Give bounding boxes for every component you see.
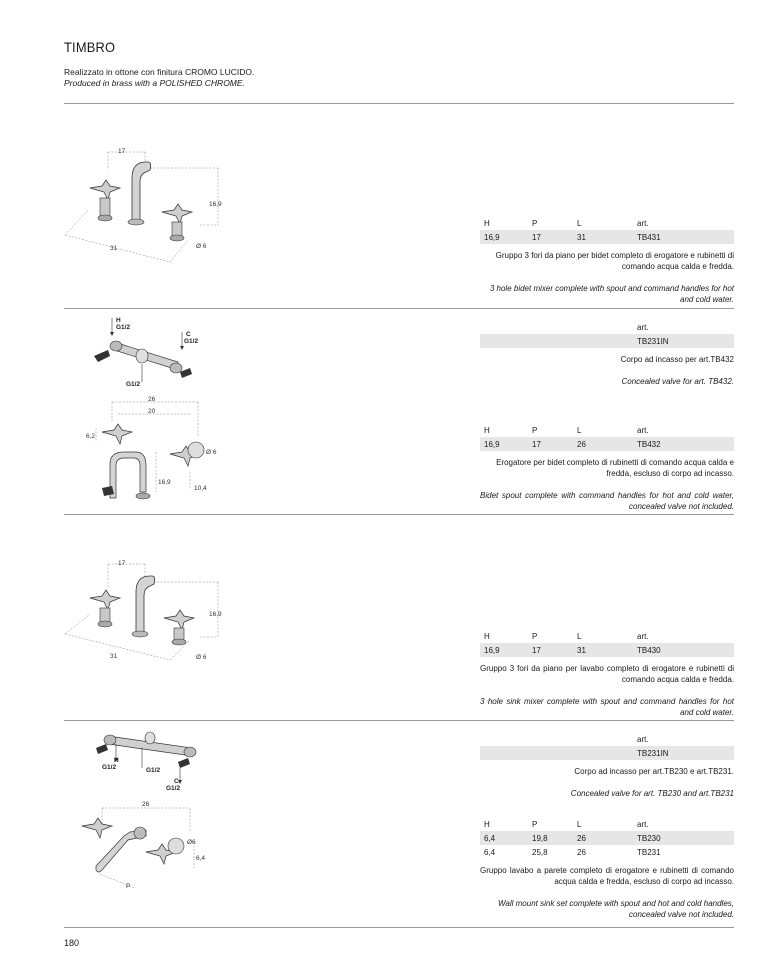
svg-text:26: 26 (142, 801, 150, 808)
description-english: Bidet spout complete with command handles for hot and cold water, concealed valve not included. (480, 491, 734, 511)
drawing-tb231in-a (80, 312, 230, 392)
drawing-tb231in-b (80, 724, 230, 794)
dim-diameter: Ø 6 (196, 243, 207, 250)
divider (64, 927, 734, 928)
intro-text (64, 67, 254, 89)
table-row: 16,9 17 26 TB432 (480, 437, 734, 451)
spec-table: H P L art. 16,9 17 26 TB432 (480, 423, 734, 451)
svg-text:Ø6: Ø6 (187, 839, 196, 846)
divider (64, 720, 734, 721)
spec-block-tb431 (480, 216, 734, 305)
description-italian: Gruppo 3 fori da piano per lavabo completo di erogatore e rubinetti di comando acqua calda e fredda. (480, 664, 734, 684)
dim-width-top: 17 (118, 148, 126, 155)
spec-table (480, 216, 734, 244)
svg-text:6,4: 6,4 (196, 855, 206, 862)
svg-text:G1/2: G1/2 (126, 381, 141, 388)
drawing-tb430 (60, 552, 230, 672)
spec-table (480, 320, 734, 348)
spec-table: H P L art. 6,4 19,8 26 TB230 6,4 25,8 26 TB231 (480, 817, 734, 859)
svg-text:31: 31 (110, 653, 118, 660)
svg-text:P: P (126, 883, 131, 890)
svg-text:H: H (116, 317, 121, 324)
col-p: P (532, 218, 538, 228)
spec-block-tb430 (480, 629, 734, 718)
col-h: H (484, 218, 490, 228)
table-row: 16,9 17 31 TB430 (480, 643, 734, 657)
spec-table: H P L art. 16,9 17 31 TB430 (480, 629, 734, 657)
svg-text:G1/2: G1/2 (102, 764, 117, 771)
description-english: Concealed valve for art. TB432. (621, 377, 734, 386)
description-english: 3 hole bidet mixer complete with spout and command handles for hot and cold water. (489, 284, 734, 304)
svg-text:G1/2: G1/2 (146, 767, 161, 774)
description-italian: Corpo ad incasso per art.TB230 e art.TB231. (574, 767, 734, 776)
svg-text:G1/2: G1/2 (184, 338, 199, 345)
svg-text:16,9: 16,9 (158, 479, 171, 486)
svg-text:26: 26 (148, 396, 156, 403)
svg-text:Ø 6: Ø 6 (206, 449, 217, 456)
svg-text:6,2: 6,2 (86, 433, 96, 440)
svg-text:C: C (174, 778, 179, 785)
description-italian: Erogatore per bidet completo di rubinetti di comando acqua calda e fredda, escluso di corpo ad incasso. (496, 458, 734, 478)
svg-text:16,9: 16,9 (209, 611, 222, 618)
divider (64, 308, 734, 309)
col-art: art. (637, 218, 649, 228)
intro-english: Produced in brass with a POLISHED CHROME. (64, 78, 245, 88)
table-row: 6,4 19,8 26 TB230 (480, 831, 734, 845)
drawing-tb432 (80, 392, 230, 512)
svg-text:G1/2: G1/2 (166, 785, 181, 792)
description-italian: Corpo ad incasso per art.TB432 (620, 355, 734, 364)
spec-block-tb432 (480, 423, 734, 512)
svg-text:Ø 6: Ø 6 (196, 654, 207, 661)
table-row: TB231IN (480, 334, 734, 348)
dim-height: 16,9 (209, 201, 222, 208)
divider (64, 514, 734, 515)
spec-table (480, 732, 734, 760)
drawing-tb230-tb231 (72, 796, 232, 896)
svg-text:H: H (114, 757, 119, 764)
col-art: art. (637, 734, 649, 744)
svg-text:17: 17 (118, 560, 126, 567)
dim-length: 31 (110, 245, 118, 252)
svg-text:20: 20 (148, 408, 156, 415)
col-l: L (577, 218, 582, 228)
svg-text:G1/2: G1/2 (116, 324, 131, 331)
description-italian: Gruppo lavabo a parete completo di erogatore e rubinetti di comando acqua calda e fredda, escluso di corpo ad incasso. (480, 866, 734, 886)
page-title: TIMBRO (64, 39, 116, 55)
drawing-tb431 (60, 140, 230, 270)
spec-block-tb230-tb231 (480, 817, 734, 920)
table-row: 16,9 17 31 TB431 (480, 230, 734, 244)
table-row: TB231IN (480, 746, 734, 760)
table-row: 6,4 25,8 26 TB231 (484, 847, 661, 857)
spec-block-tb231in-b (480, 732, 734, 799)
svg-text:10,4: 10,4 (194, 485, 207, 492)
intro-italian: Realizzato in ottone con finitura CROMO LUCIDO. (64, 67, 255, 77)
description-english: Wall mount sink set complete with spout and hot and cold handles, concealed valve not included. (498, 899, 734, 919)
page-number: 180 (64, 938, 80, 948)
svg-text:C: C (186, 331, 191, 338)
description-english: Concealed valve for art. TB230 and art.TB231 (570, 789, 734, 798)
description-english: 3 hole sink mixer complete with spout and command handles for hot and cold water. (480, 697, 734, 717)
spec-block-tb231in-a (480, 320, 734, 387)
description-italian: Gruppo 3 fori da piano per bidet completo di erogatore e rubinetti di comando acqua calda e fredda. (495, 251, 734, 271)
col-art: art. (637, 322, 649, 332)
divider (64, 103, 734, 104)
